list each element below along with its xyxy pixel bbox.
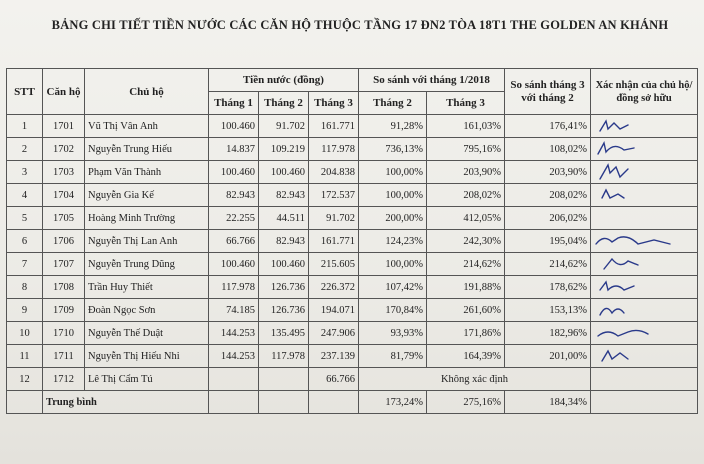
cell-thang-3: 215.605 — [309, 253, 359, 276]
cell-ss-thang-2: 736,13% — [359, 138, 427, 161]
cell-thang-1: 100.460 — [209, 161, 259, 184]
cell-ss-thang-2: 100,00% — [359, 161, 427, 184]
cell-ss-thang-2: 170,84% — [359, 299, 427, 322]
cell-thang-1: 100.460 — [209, 115, 259, 138]
cell-can-ho: 1707 — [43, 253, 85, 276]
cell-ss-t3-t2: 201,00% — [505, 345, 591, 368]
cell-signature — [591, 138, 698, 161]
cell-chu-ho: Phạm Văn Thành — [85, 161, 209, 184]
cell-ss-thang-3: 214,62% — [427, 253, 505, 276]
cell-ss-thang-3: 164,39% — [427, 345, 505, 368]
cell-ss-thang-3: 203,90% — [427, 161, 505, 184]
cell-can-ho: 1710 — [43, 322, 85, 345]
table-row — [7, 184, 698, 207]
cell-ss-thang-3: 242,30% — [427, 230, 505, 253]
cell-stt: 2 — [7, 138, 43, 161]
cell-signature — [591, 276, 698, 299]
cell-can-ho: 1703 — [43, 161, 85, 184]
cell-stt: 7 — [7, 253, 43, 276]
header-stt: STT — [7, 69, 43, 115]
cell-chu-ho: Nguyễn Thế Duật — [85, 322, 209, 345]
cell-chu-ho: Hoàng Minh Trường — [85, 207, 209, 230]
cell-stt: 10 — [7, 322, 43, 345]
cell-ss-t3-t2: 178,62% — [505, 276, 591, 299]
cell-thang-3: 117.978 — [309, 138, 359, 161]
cell-thang-2: 126.736 — [259, 276, 309, 299]
table-row — [7, 345, 698, 368]
cell-stt: 3 — [7, 161, 43, 184]
cell-thang-3: 161.771 — [309, 115, 359, 138]
cell-stt: 8 — [7, 276, 43, 299]
signature-mark — [594, 163, 674, 181]
cell-thang-3: 237.139 — [309, 345, 359, 368]
cell-ss-t3-t2: 195,04% — [505, 230, 591, 253]
cell-average-label: Trung bình — [43, 391, 209, 414]
cell-stt: 9 — [7, 299, 43, 322]
header-ss-thang-2: Tháng 2 — [359, 92, 427, 115]
signature-mark — [594, 232, 674, 250]
table-row — [7, 115, 698, 138]
cell-stt: 6 — [7, 230, 43, 253]
cell-chu-ho: Nguyễn Thị Hiếu Nhi — [85, 345, 209, 368]
header-thang-3: Tháng 3 — [309, 92, 359, 115]
cell-stt: 5 — [7, 207, 43, 230]
table-row — [7, 253, 698, 276]
cell-thang-3: 66.766 — [309, 368, 359, 391]
cell-chu-ho: Nguyễn Thị Lan Anh — [85, 230, 209, 253]
cell-ss-thang-2: 200,00% — [359, 207, 427, 230]
cell-ss-thang-3: 191,88% — [427, 276, 505, 299]
cell-ss-thang-3: 161,03% — [427, 115, 505, 138]
cell-signature — [591, 230, 698, 253]
cell-ss-t3-t2: 182,96% — [505, 322, 591, 345]
water-bill-table — [6, 68, 698, 414]
cell-avg-ss-t2: 173,24% — [359, 391, 427, 414]
cell-chu-ho: Trần Huy Thiết — [85, 276, 209, 299]
cell-thang-2: 82.943 — [259, 184, 309, 207]
header-ss-thang-3: Tháng 3 — [427, 92, 505, 115]
cell-thang-2: 82.943 — [259, 230, 309, 253]
cell-chu-ho: Vũ Thị Vân Anh — [85, 115, 209, 138]
cell-ss-thang-2: 91,28% — [359, 115, 427, 138]
cell-ss-thang-2: 124,23% — [359, 230, 427, 253]
cell-thang-1: 144.253 — [209, 322, 259, 345]
cell-can-ho: 1702 — [43, 138, 85, 161]
cell-thang-2: 126.736 — [259, 299, 309, 322]
cell-chu-ho: Đoàn Ngọc Sơn — [85, 299, 209, 322]
cell-ss-t3-t2: 203,90% — [505, 161, 591, 184]
cell-thang-1: 144.253 — [209, 345, 259, 368]
cell-ss-t3-t2: 214,62% — [505, 253, 591, 276]
cell-can-ho: 1712 — [43, 368, 85, 391]
cell-thang-1: 82.943 — [209, 184, 259, 207]
cell-thang-3: 161.771 — [309, 230, 359, 253]
cell-ss-t3-t2: 153,13% — [505, 299, 591, 322]
cell-ss-thang-3: 795,16% — [427, 138, 505, 161]
cell-signature — [591, 322, 698, 345]
cell-ss-thang-3: 171,86% — [427, 322, 505, 345]
cell-can-ho: 1705 — [43, 207, 85, 230]
header-tien-nuoc: Tiền nước (đồng) — [209, 69, 359, 92]
table-row — [7, 322, 698, 345]
document-title: BẢNG CHI TIẾT TIỀN NƯỚC CÁC CĂN HỘ THUỘC TẦNG 17 ĐN2 TÒA 18T1 THE GOLDEN AN KHÁNH — [51, 18, 669, 32]
table-row-average — [7, 391, 698, 414]
cell-signature — [591, 161, 698, 184]
cell-signature — [591, 253, 698, 276]
table-row — [7, 138, 698, 161]
header-can-ho: Căn hộ — [43, 69, 85, 115]
table-row — [7, 276, 698, 299]
cell-ss-thang-2: 100,00% — [359, 253, 427, 276]
cell-thang-1: 14.837 — [209, 138, 259, 161]
cell-chu-ho: Nguyễn Trung Dũng — [85, 253, 209, 276]
header-xac-nhan: Xác nhận của chủ hộ/đồng sở hữu — [591, 69, 698, 115]
table-row — [7, 161, 698, 184]
signature-mark — [594, 347, 674, 365]
header-so-sanh-t3-t2: So sánh tháng 3 với tháng 2 — [505, 69, 591, 115]
cell-thang-3: 247.906 — [309, 322, 359, 345]
cell-stt: 12 — [7, 368, 43, 391]
signature-mark — [594, 278, 674, 296]
cell-stt: 11 — [7, 345, 43, 368]
cell-thang-2: 117.978 — [259, 345, 309, 368]
cell-chu-ho: Nguyễn Trung Hiếu — [85, 138, 209, 161]
cell-ss-thang-2: 81,79% — [359, 345, 427, 368]
signature-mark — [594, 140, 674, 158]
cell-can-ho: 1706 — [43, 230, 85, 253]
cell-thang-3: 91.702 — [309, 207, 359, 230]
cell-ss-thang-3: 412,05% — [427, 207, 505, 230]
cell-thang-1: 22.255 — [209, 207, 259, 230]
cell-thang-3: 204.838 — [309, 161, 359, 184]
cell-thang-2: 100.460 — [259, 253, 309, 276]
cell-signature — [591, 207, 698, 230]
cell-thang-1: 100.460 — [209, 253, 259, 276]
table-row — [7, 368, 698, 391]
signature-mark — [594, 301, 674, 319]
cell-chu-ho: Lê Thị Cẩm Tú — [85, 368, 209, 391]
cell-signature — [591, 184, 698, 207]
cell-ss-t3-t2: 206,02% — [505, 207, 591, 230]
cell-thang-3: 172.537 — [309, 184, 359, 207]
cell-avg-ss-t3-t2: 184,34% — [505, 391, 591, 414]
cell-ss-thang-3: 208,02% — [427, 184, 505, 207]
table-row — [7, 230, 698, 253]
cell-ss-t3-t2: 208,02% — [505, 184, 591, 207]
header-so-sanh-t1: So sánh với tháng 1/2018 — [359, 69, 505, 92]
cell-signature — [591, 115, 698, 138]
header-thang-2: Tháng 2 — [259, 92, 309, 115]
cell-can-ho: 1709 — [43, 299, 85, 322]
cell-ss-thang-3: 261,60% — [427, 299, 505, 322]
cell-ss-thang-2: 107,42% — [359, 276, 427, 299]
cell-ss-thang-2: 100,00% — [359, 184, 427, 207]
cell-can-ho: 1704 — [43, 184, 85, 207]
cell-thang-2: 100.460 — [259, 161, 309, 184]
cell-stt: 4 — [7, 184, 43, 207]
cell-avg-ss-t3: 275,16% — [427, 391, 505, 414]
cell-ss-t3-t2: 108,02% — [505, 138, 591, 161]
cell-stt: 1 — [7, 115, 43, 138]
cell-can-ho: 1708 — [43, 276, 85, 299]
signature-mark — [594, 324, 674, 342]
cell-signature — [591, 345, 698, 368]
cell-thang-1: 66.766 — [209, 230, 259, 253]
cell-chu-ho: Nguyễn Gia Kế — [85, 184, 209, 207]
cell-can-ho: 1701 — [43, 115, 85, 138]
cell-thang-1: 74.185 — [209, 299, 259, 322]
cell-thang-1: 117.978 — [209, 276, 259, 299]
cell-thang-2: 135.495 — [259, 322, 309, 345]
cell-ss-thang-2: 93,93% — [359, 322, 427, 345]
table-body — [7, 115, 698, 368]
signature-mark — [594, 255, 674, 273]
header-chu-ho: Chủ hộ — [85, 69, 209, 115]
table-row — [7, 207, 698, 230]
table-row — [7, 299, 698, 322]
cell-thang-2: 91.702 — [259, 115, 309, 138]
signature-mark — [594, 186, 674, 204]
cell-can-ho: 1711 — [43, 345, 85, 368]
cell-thang-2: 44.511 — [259, 207, 309, 230]
header-thang-1: Tháng 1 — [209, 92, 259, 115]
signature-mark — [594, 117, 674, 135]
cell-thang-2: 109.219 — [259, 138, 309, 161]
cell-ss-t3-t2: 176,41% — [505, 115, 591, 138]
cell-khong-xac-dinh: Không xác định — [359, 368, 591, 391]
cell-thang-3: 226.372 — [309, 276, 359, 299]
cell-signature — [591, 299, 698, 322]
cell-thang-3: 194.071 — [309, 299, 359, 322]
